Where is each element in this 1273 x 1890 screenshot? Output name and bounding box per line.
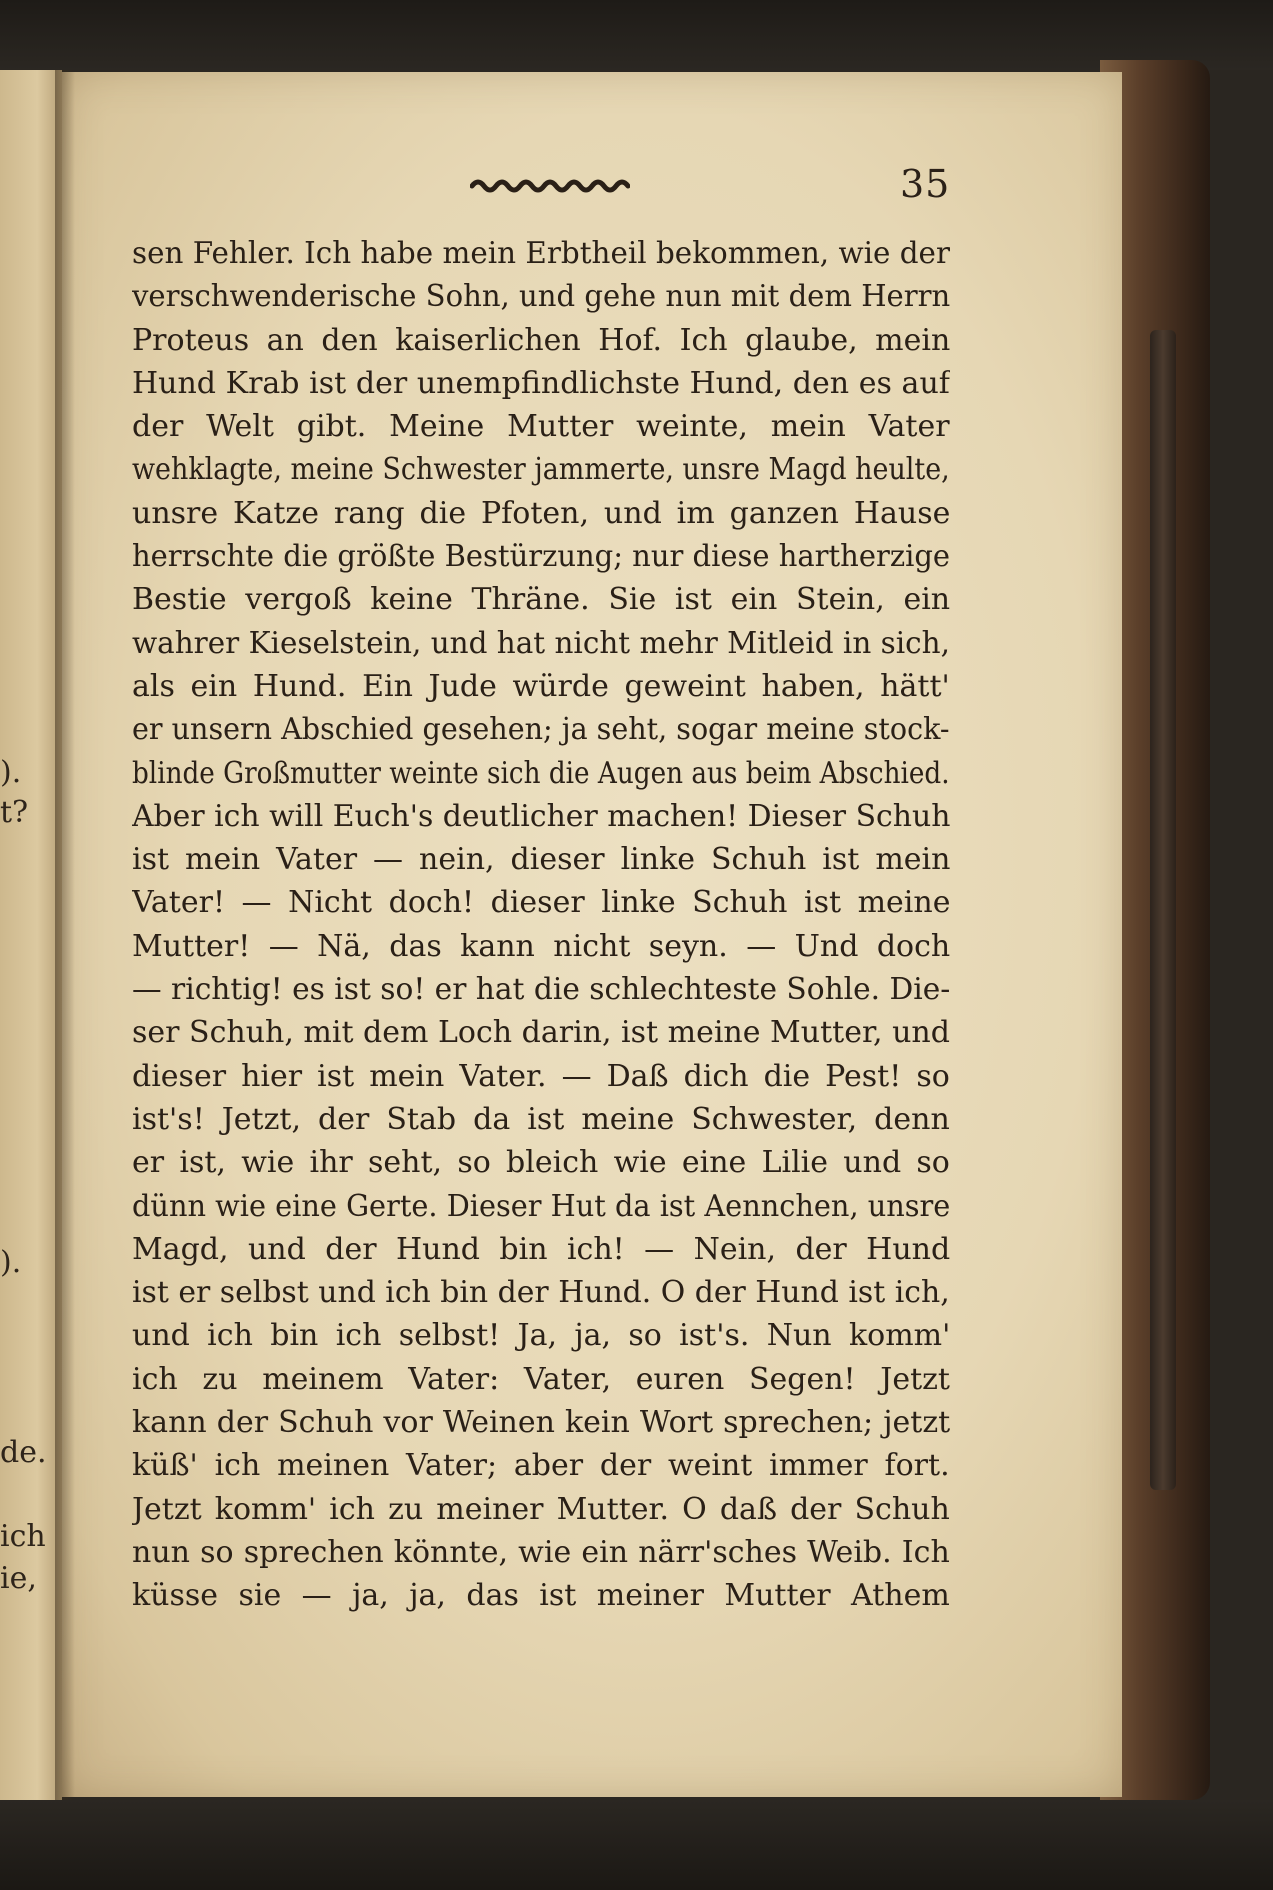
text-line: Bestie vergoß keine Thräne. Sie ist ein Stein, ein [132, 582, 950, 618]
text-line: ist er selbst und ich bin der Hund. O der Hund ist ich, [132, 1275, 950, 1311]
text-line: Magd, und der Hund bin ich! — Nein, der Hund [132, 1231, 950, 1267]
text-line: blinde Großmutter weinte sich die Augen aus beim Abschied. [132, 755, 950, 791]
text-line: Hund Krab ist der unempfindlichste Hund, den es auf [132, 365, 950, 401]
text-line: kann der Schuh vor Weinen kein Wort sprechen; jetzt [132, 1405, 950, 1441]
left-page-fragment: t? [0, 798, 29, 828]
book-cover-strip [1150, 330, 1176, 1490]
text-line: er ist, wie ihr seht, so bleich wie eine Lilie und so [132, 1145, 950, 1181]
text-line: Aber ich will Euch's deutlicher machen! Dieser Schuh [132, 798, 950, 834]
background-bottom [0, 1800, 1273, 1890]
text-line: ist mein Vater — nein, dieser linke Schuh ist mein [132, 842, 950, 878]
page-body-text [132, 232, 950, 1618]
text-line: nun so sprechen könnte, wie ein närr'sches Weib. Ich [132, 1534, 950, 1570]
text-line: herrschte die größte Bestürzung; nur diese hartherzige [132, 539, 950, 575]
text-line: sen Fehler. Ich habe mein Erbtheil bekommen, wie der [132, 236, 950, 271]
ornament-rule-icon [470, 176, 630, 194]
text-line: ist's! Jetzt, der Stab da ist meine Schwester, denn [132, 1101, 950, 1137]
text-line: küsse sie — ja, ja, das ist meiner Mutter Athem [132, 1578, 950, 1614]
text-line: wahrer Kieselstein, und hat nicht mehr Mitleid in sich, [132, 625, 950, 661]
left-page-fragment: de. [0, 1438, 47, 1468]
text-line: verschwenderische Sohn, und gehe nun mit dem Herrn [132, 279, 950, 315]
text-line: er unsern Abschied gesehen; ja seht, sogar meine stock- [132, 712, 950, 748]
text-line: und ich bin ich selbst! Ja, ja, so ist's. Nun komm' [132, 1318, 950, 1354]
left-facing-page [0, 70, 62, 1800]
background-top [0, 0, 1273, 70]
text-line: Proteus an den kaiserlichen Hof. Ich glaube, mein [132, 322, 950, 358]
left-page-fragment: ie, [0, 1564, 37, 1594]
text-line: wehklagte, meine Schwester jammerte, unsre Magd heulte, [132, 452, 950, 488]
left-page-fragment: ). [0, 1248, 22, 1278]
left-page-fragment: ich [0, 1522, 46, 1552]
text-line: Jetzt komm' ich zu meiner Mutter. O daß der Schuh [132, 1491, 950, 1527]
text-line: küß' ich meinen Vater; aber der weint immer fort. [132, 1448, 950, 1484]
text-line: ich zu meinem Vater: Vater, euren Segen! Jetzt [132, 1361, 950, 1397]
left-page-fragment: ). [0, 758, 22, 788]
text-line: als ein Hund. Ein Jude würde geweint haben, hätt' [132, 668, 950, 704]
text-line: dieser hier ist mein Vater. — Daß dich die Pest! so [132, 1058, 950, 1094]
text-line: Vater! — Nicht doch! dieser linke Schuh ist meine [132, 885, 950, 921]
text-line: unsre Katze rang die Pfoten, und im ganzen Hause [132, 495, 950, 531]
text-line: der Welt gibt. Meine Mutter weinte, mein Vater [132, 409, 950, 445]
page-gutter-shadow [55, 70, 75, 1800]
text-line: — richtig! es ist so! er hat die schlechteste Sohle. Die- [132, 972, 950, 1008]
text-line: Mutter! — Nä, das kann nicht seyn. — Und doch [132, 928, 950, 964]
text-line: dünn wie eine Gerte. Dieser Hut da ist Aennchen, unsre [132, 1188, 950, 1224]
page-number: 35 [900, 162, 951, 206]
text-line: ser Schuh, mit dem Loch darin, ist meine Mutter, und [132, 1015, 950, 1051]
